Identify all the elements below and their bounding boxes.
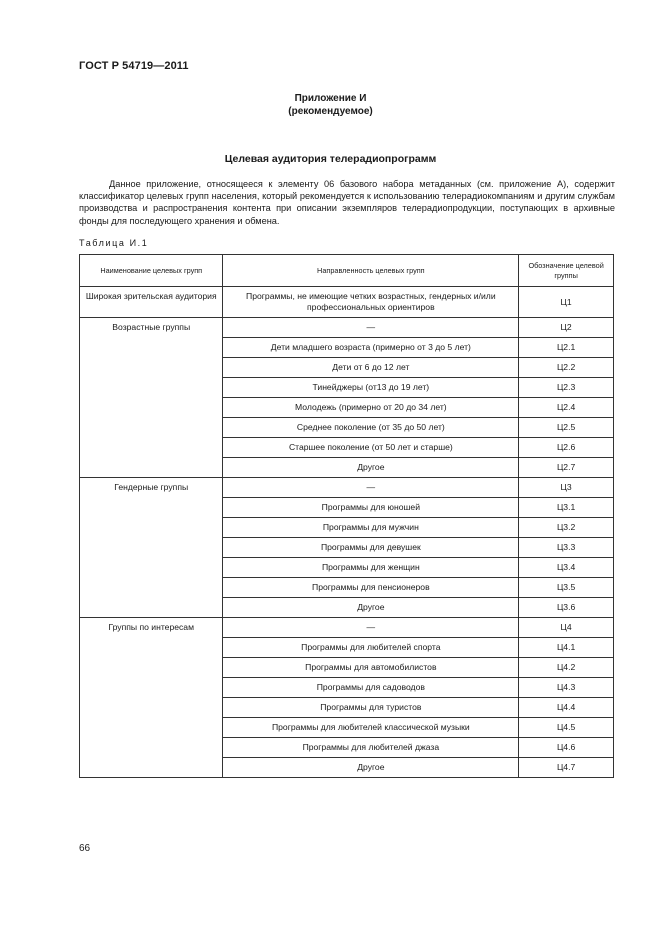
direction-cell: Тинейджеры (от13 до 19 лет)	[223, 378, 519, 398]
code-cell: Ц4.1	[519, 638, 614, 658]
code-cell: Ц2.7	[519, 458, 614, 478]
table-label: Таблица И.1	[79, 238, 149, 248]
table-header-row	[80, 255, 614, 287]
target-groups-table	[79, 254, 614, 778]
direction-cell: Программы для туристов	[223, 698, 519, 718]
appendix-title: Приложение И	[294, 93, 367, 104]
code-cell: Ц2.6	[519, 438, 614, 458]
code-cell: Ц2.2	[519, 358, 614, 378]
direction-cell: Другое	[223, 458, 519, 478]
header-group-name: Наименование целевых групп	[80, 255, 223, 287]
table-row	[80, 478, 614, 498]
code-cell: Ц3.2	[519, 518, 614, 538]
direction-cell: —	[223, 478, 519, 498]
table-body	[80, 287, 614, 778]
direction-cell: Программы для садоводов	[223, 678, 519, 698]
direction-cell: Программы для мужчин	[223, 518, 519, 538]
code-cell: Ц4.6	[519, 738, 614, 758]
intro-paragraph: Данное приложение, относящееся к элементу 06 базового набора метаданных (см. приложение А), содержит классификатор целевых групп населения, который рекомендуется к использованию телерадиокомпаниям и другим службам производства и распространения контента при описании экземпляров телерадиопродукции, поступающих в архивные фонды для последующего хранения и обмена.	[79, 179, 615, 226]
code-cell: Ц2.4	[519, 398, 614, 418]
direction-cell: —	[223, 318, 519, 338]
code-cell: Ц3.1	[519, 498, 614, 518]
direction-cell: Молодежь (примерно от 20 до 34 лет)	[223, 398, 519, 418]
section-title: Целевая аудитория телерадиопрограмм	[224, 153, 437, 165]
code-cell: Ц1	[519, 287, 614, 318]
code-cell: Ц4.7	[519, 758, 614, 778]
group-name-cell: Широкая зрительская аудитория	[80, 287, 223, 318]
direction-cell: Старшее поколение (от 50 лет и старше)	[223, 438, 519, 458]
table-row	[80, 318, 614, 338]
code-cell: Ц2.1	[519, 338, 614, 358]
direction-cell: Программы для любителей джаза	[223, 738, 519, 758]
appendix-subtitle: (рекомендуемое)	[288, 106, 373, 117]
code-cell: Ц4.3	[519, 678, 614, 698]
group-name-cell: Возрастные группы	[80, 318, 223, 478]
header-direction: Направленность целевых групп	[223, 255, 519, 287]
intro-text	[79, 178, 615, 227]
direction-cell: Другое	[223, 598, 519, 618]
code-cell: Ц2.3	[519, 378, 614, 398]
document-standard-number: ГОСТ Р 54719—2011	[79, 60, 189, 72]
group-name-cell: Группы по интересам	[80, 618, 223, 778]
direction-cell: Программы для пенсионеров	[223, 578, 519, 598]
code-cell: Ц4.5	[519, 718, 614, 738]
direction-cell: Дети от 6 до 12 лет	[223, 358, 519, 378]
page-number: 66	[79, 843, 91, 854]
direction-cell: Программы, не имеющие четких возрастных, гендерных и/или профессиональных ориентиров	[223, 287, 519, 318]
table-row	[80, 618, 614, 638]
code-cell: Ц3.6	[519, 598, 614, 618]
group-name-cell: Гендерные группы	[80, 478, 223, 618]
code-cell: Ц3.3	[519, 538, 614, 558]
code-cell: Ц2.5	[519, 418, 614, 438]
direction-cell: Программы для девушек	[223, 538, 519, 558]
header-code: Обозначение целевой группы	[519, 255, 614, 287]
direction-cell: —	[223, 618, 519, 638]
direction-cell: Программы для женщин	[223, 558, 519, 578]
code-cell: Ц4.4	[519, 698, 614, 718]
code-cell: Ц4	[519, 618, 614, 638]
direction-cell: Программы для любителей спорта	[223, 638, 519, 658]
appendix-heading	[0, 92, 661, 118]
code-cell: Ц2	[519, 318, 614, 338]
direction-cell: Программы для автомобилистов	[223, 658, 519, 678]
code-cell: Ц3	[519, 478, 614, 498]
direction-cell: Программы для юношей	[223, 498, 519, 518]
code-cell: Ц4.2	[519, 658, 614, 678]
code-cell: Ц3.4	[519, 558, 614, 578]
code-cell: Ц3.5	[519, 578, 614, 598]
direction-cell: Другое	[223, 758, 519, 778]
direction-cell: Программы для любителей классической музыки	[223, 718, 519, 738]
direction-cell: Дети младшего возраста (примерно от 3 до 5 лет)	[223, 338, 519, 358]
table-row	[80, 287, 614, 318]
direction-cell: Среднее поколение (от 35 до 50 лет)	[223, 418, 519, 438]
